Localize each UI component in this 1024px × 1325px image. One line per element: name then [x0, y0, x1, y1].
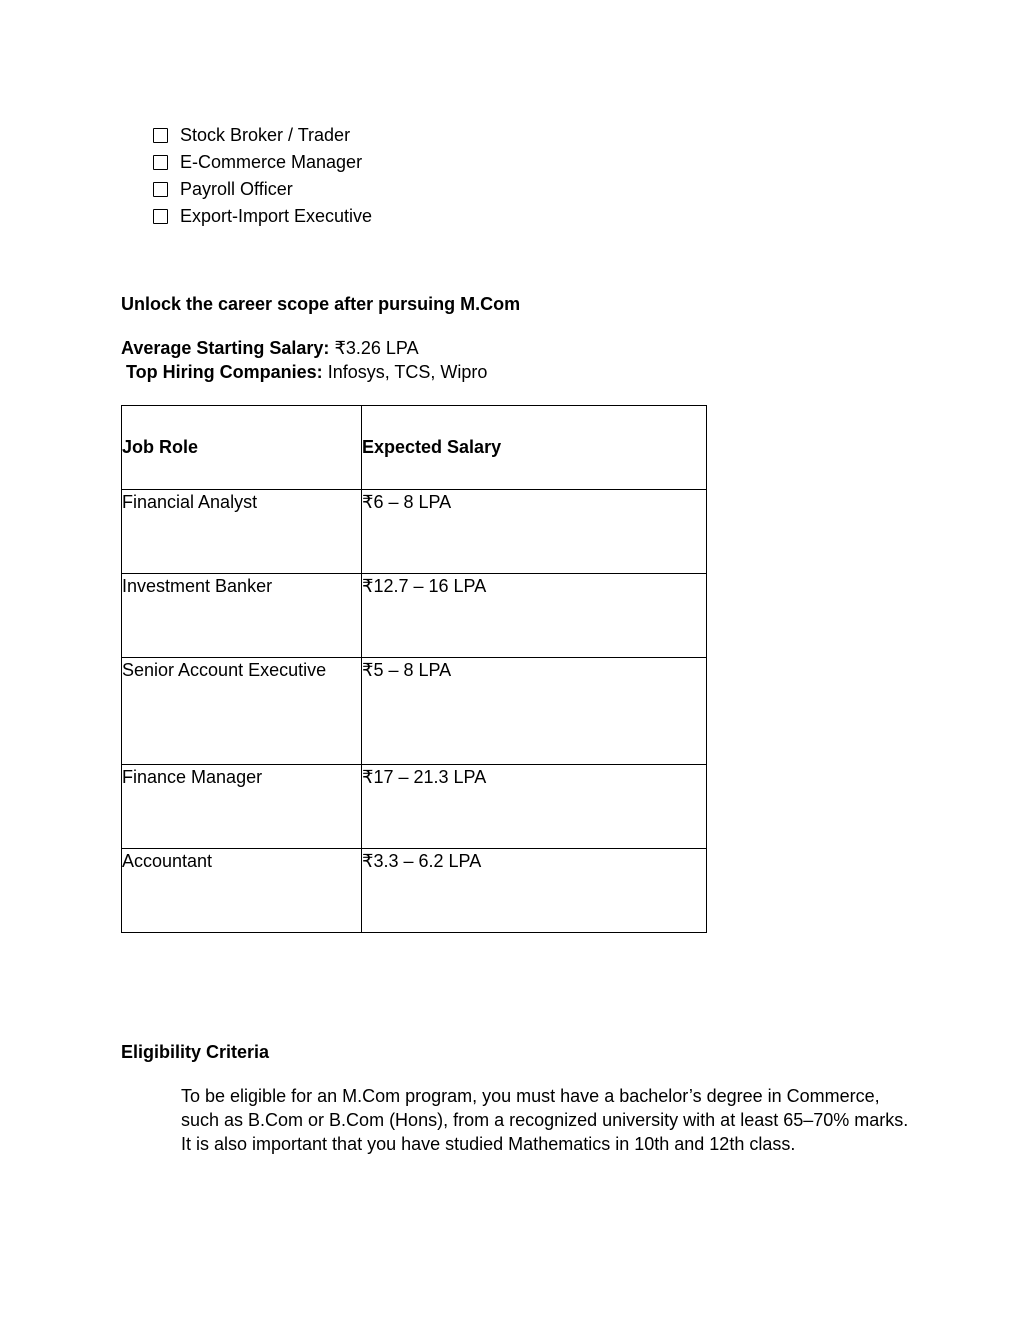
salary-cell: ₹6 – 8 LPA — [362, 490, 707, 574]
checkbox-icon[interactable] — [153, 209, 168, 224]
salary-cell: ₹5 – 8 LPA — [362, 658, 707, 765]
career-checklist — [153, 122, 372, 230]
average-salary-value: ₹3.26 LPA — [334, 338, 419, 358]
top-hiring-value: Infosys, TCS, Wipro — [327, 362, 488, 382]
checkbox-icon[interactable] — [153, 128, 168, 143]
column-header-job-role: Job Role — [122, 406, 362, 490]
table-row — [122, 658, 707, 765]
average-salary-label: Average Starting Salary: — [121, 338, 330, 358]
career-scope-heading: Unlock the career scope after pursuing M.Com — [121, 294, 521, 314]
eligibility-paragraph: To be eligible for an M.Com program, you must have a bachelor’s degree in Commerce, such as B.Com or B.Com (Hons), from a recognized university with at least 65–70% marks. It is also important that you have studied Mathematics in 10th and 12th class. — [181, 1086, 909, 1154]
salary-cell: ₹17 – 21.3 LPA — [362, 765, 707, 849]
table-row — [122, 849, 707, 933]
table-row — [122, 765, 707, 849]
average-salary-line — [121, 336, 419, 360]
table-row — [122, 574, 707, 658]
column-header-expected-salary: Expected Salary — [362, 406, 707, 490]
salary-cell: ₹12.7 – 16 LPA — [362, 574, 707, 658]
job-role-cell: Financial Analyst — [122, 490, 362, 574]
job-role-cell: Finance Manager — [122, 765, 362, 849]
job-role-cell: Accountant — [122, 849, 362, 933]
table-header-row — [122, 406, 707, 490]
checklist-item — [153, 176, 372, 203]
checklist-item-label: E-Commerce Manager — [180, 152, 363, 172]
job-role-cell: Investment Banker — [122, 574, 362, 658]
top-hiring-line — [126, 360, 487, 384]
checklist-item — [153, 149, 372, 176]
checklist-item — [153, 122, 372, 149]
checklist-item-label: Payroll Officer — [180, 179, 293, 199]
checklist-item-label: Stock Broker / Trader — [180, 125, 351, 145]
checklist-item — [153, 203, 372, 230]
eligibility-heading: Eligibility Criteria — [121, 1042, 270, 1062]
top-hiring-label: Top Hiring Companies: — [126, 362, 323, 382]
salary-table — [121, 405, 707, 933]
checklist-item-label: Export-Import Executive — [180, 206, 373, 226]
table-row — [122, 490, 707, 574]
salary-cell: ₹3.3 – 6.2 LPA — [362, 849, 707, 933]
job-role-cell: Senior Account Executive — [122, 658, 362, 765]
checkbox-icon[interactable] — [153, 155, 168, 170]
checkbox-icon[interactable] — [153, 182, 168, 197]
